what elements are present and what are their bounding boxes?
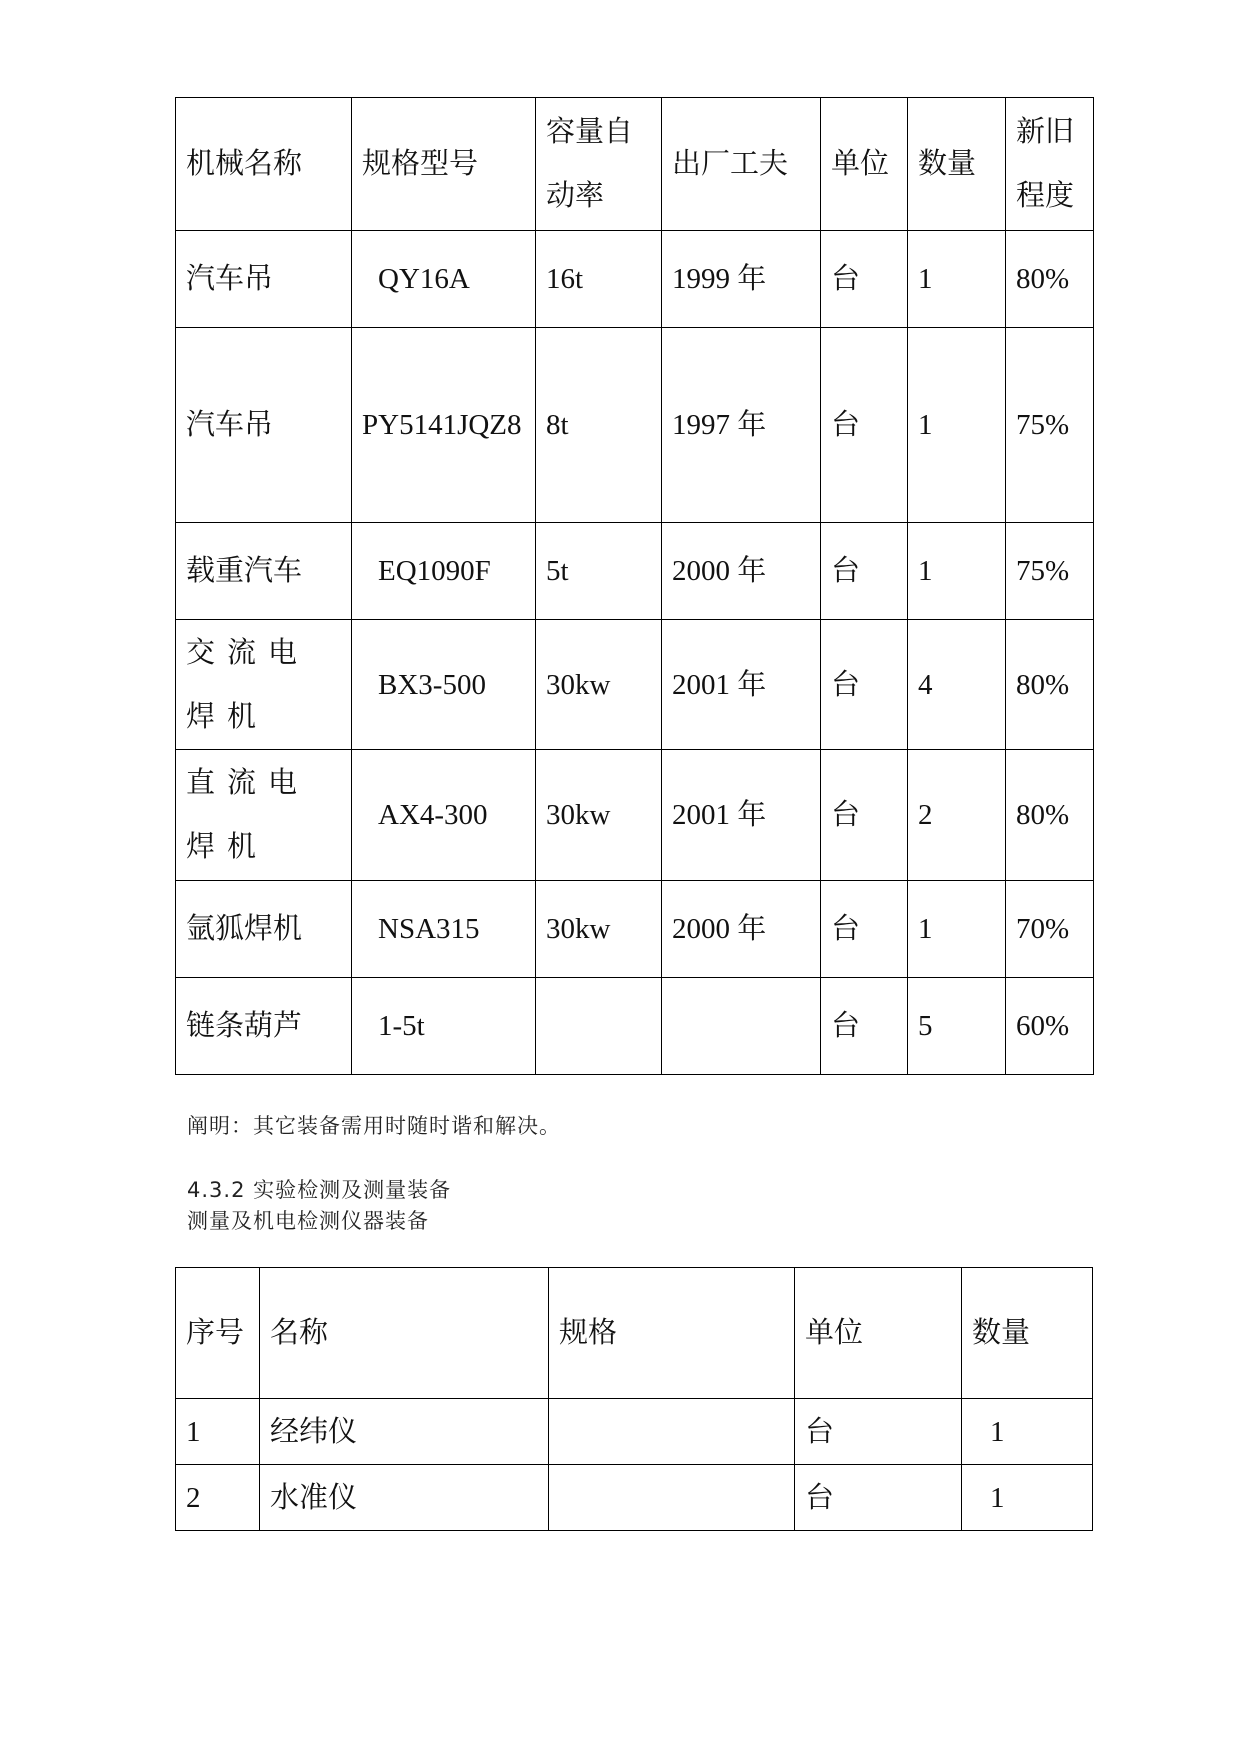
- cell-unit: 台: [795, 1465, 962, 1531]
- cell-condition: 60%: [1006, 978, 1094, 1075]
- header-cell: 规格型号: [352, 98, 536, 231]
- header-cell: 名称: [260, 1268, 549, 1399]
- cell-year: 2000 年: [662, 523, 821, 620]
- cell-name: 直流电焊机: [176, 750, 352, 881]
- cell-index: 2: [176, 1465, 260, 1531]
- cell-year: 2001 年: [662, 750, 821, 881]
- cell-condition: 75%: [1006, 523, 1094, 620]
- header-cell: 单位: [821, 98, 908, 231]
- header-cell: 规格: [549, 1268, 795, 1399]
- table-row: [176, 881, 1094, 978]
- cell-qty: 1: [962, 1465, 1093, 1531]
- cell-capacity: 30kw: [536, 750, 662, 881]
- cell-spec: [549, 1399, 795, 1465]
- table-header-row: [176, 1268, 1093, 1399]
- cell-model: EQ1090F: [352, 523, 536, 620]
- cell-capacity: 5t: [536, 523, 662, 620]
- cell-name: 载重汽车: [176, 523, 352, 620]
- cell-capacity: [536, 978, 662, 1075]
- cell-spec: [549, 1465, 795, 1531]
- note-text: 阐明：其它装备需用时随时谐和解决。: [187, 1114, 561, 1138]
- sub-heading: 测量及机电检测仪器装备: [187, 1209, 429, 1233]
- cell-year: 1997 年: [662, 328, 821, 523]
- cell-qty: 1: [908, 328, 1006, 523]
- header-cell: 容量自动率: [536, 98, 662, 231]
- table-row: [176, 620, 1094, 750]
- cell-unit: 台: [821, 523, 908, 620]
- table-row: [176, 1465, 1093, 1531]
- cell-condition: 80%: [1006, 750, 1094, 881]
- cell-index: 1: [176, 1399, 260, 1465]
- table-row: [176, 978, 1094, 1075]
- table-row: [176, 1399, 1093, 1465]
- cell-name: 汽车吊: [176, 231, 352, 328]
- cell-year: [662, 978, 821, 1075]
- table-header-row: [176, 98, 1094, 231]
- cell-model: NSA315: [352, 881, 536, 978]
- cell-qty: 1: [908, 523, 1006, 620]
- cell-name: 氩狐焊机: [176, 881, 352, 978]
- cell-capacity: 8t: [536, 328, 662, 523]
- cell-name: 经纬仪: [260, 1399, 549, 1465]
- cell-year: 2001 年: [662, 620, 821, 750]
- cell-unit: 台: [795, 1399, 962, 1465]
- cell-unit: 台: [821, 328, 908, 523]
- cell-year: 1999 年: [662, 231, 821, 328]
- cell-condition: 80%: [1006, 620, 1094, 750]
- cell-model: AX4-300: [352, 750, 536, 881]
- cell-model: PY5141JQZ8: [352, 328, 536, 523]
- equipment-table: [175, 97, 1094, 1075]
- cell-unit: 台: [821, 881, 908, 978]
- table-row: [176, 523, 1094, 620]
- cell-year: 2000 年: [662, 881, 821, 978]
- cell-qty: 1: [962, 1399, 1093, 1465]
- cell-capacity: 30kw: [536, 620, 662, 750]
- header-cell: 数量: [908, 98, 1006, 231]
- cell-qty: 2: [908, 750, 1006, 881]
- cell-condition: 80%: [1006, 231, 1094, 328]
- cell-name: 交流电焊机: [176, 620, 352, 750]
- cell-unit: 台: [821, 978, 908, 1075]
- table-row: [176, 328, 1094, 523]
- cell-unit: 台: [821, 750, 908, 881]
- cell-capacity: 30kw: [536, 881, 662, 978]
- header-cell: 单位: [795, 1268, 962, 1399]
- section-heading: 4.3.2 实验检测及测量装备: [187, 1178, 452, 1202]
- cell-model: 1-5t: [352, 978, 536, 1075]
- cell-condition: 70%: [1006, 881, 1094, 978]
- header-cell: 数量: [962, 1268, 1093, 1399]
- cell-qty: 1: [908, 231, 1006, 328]
- instrument-table: [175, 1267, 1093, 1531]
- cell-qty: 4: [908, 620, 1006, 750]
- table-row: [176, 231, 1094, 328]
- cell-name: 链条葫芦: [176, 978, 352, 1075]
- cell-unit: 台: [821, 620, 908, 750]
- cell-model: QY16A: [352, 231, 536, 328]
- cell-capacity: 16t: [536, 231, 662, 328]
- cell-name: 水准仪: [260, 1465, 549, 1531]
- header-cell: 机械名称: [176, 98, 352, 231]
- cell-name: 汽车吊: [176, 328, 352, 523]
- cell-model: BX3-500: [352, 620, 536, 750]
- cell-qty: 1: [908, 881, 1006, 978]
- cell-condition: 75%: [1006, 328, 1094, 523]
- cell-unit: 台: [821, 231, 908, 328]
- cell-qty: 5: [908, 978, 1006, 1075]
- header-cell: 序号: [176, 1268, 260, 1399]
- header-cell: 新旧程度: [1006, 98, 1094, 231]
- table-row: [176, 750, 1094, 881]
- header-cell: 出厂工夫: [662, 98, 821, 231]
